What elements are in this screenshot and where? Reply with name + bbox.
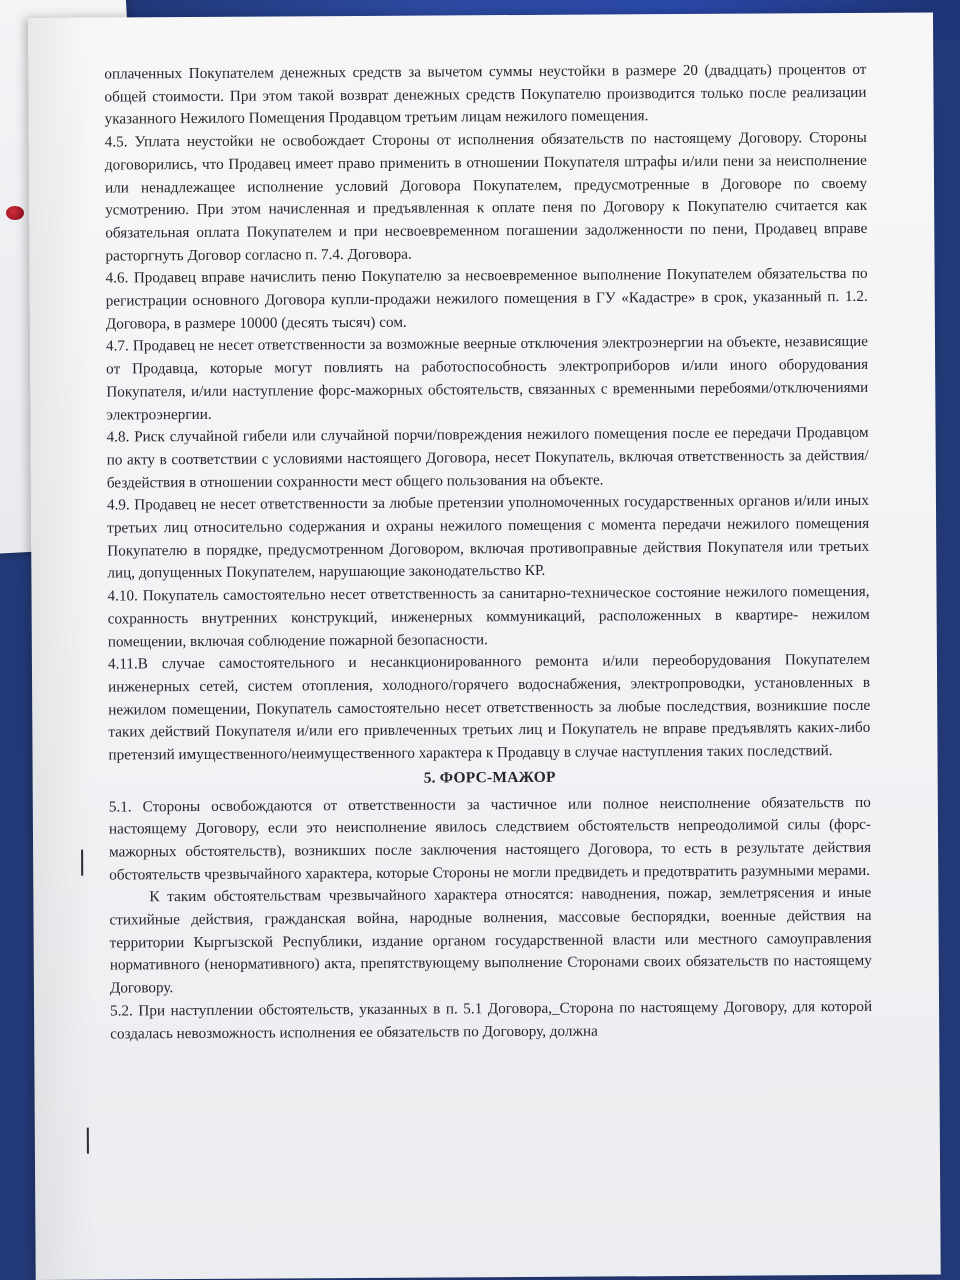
binding-thread [6,206,24,220]
document-body [104,59,872,1046]
margin-mark [87,1128,89,1154]
paragraph-4-8: 4.8. Риск случайной гибели или случайной порчи/повреждения нежилого помещения после ее передачи Продавцом по акту в соответствии с условиями настоящего Договора, несет Покупатель, включая ответственность за действия/бездействия в отношении сохранности мест общего пользования на объекте. [106,424,869,492]
paragraph-continuation: оплаченных Покупателем денежных средств за вычетом суммы неустойки в размере 20 (двадцать) процентов от общей стоимости. При этом такой возврат денежных средств Покупателю производится только после реализации указанного Нежилого Помещения Продавцом третьим лицам нежилого помещения. [104,60,867,128]
paragraph-4-9: 4.9. Продавец не несет ответственности за любые претензии уполномоченных государственных органов и/или иных третьих лиц относительно содержания и охраны нежилого помещения с момента передачи нежилого помещения Покупателю в порядке, предусмотренном Договором, включая противоправные действия Покупателя или третьих лиц, допущенных Покупателем, нарушающие законодательство КР. [106,492,870,582]
paragraph-4-5: 4.5. Уплата неустойки не освобождает Стороны от исполнения обязательств по настоящему Договору. Стороны договорились, что Продавец имеет право применить в отношении Покупателя штрафы и/или пени за неисполнение или ненадлежащее исполнение условий Договора Покупателем, предусмотренные в Договоре по своему усмотрению. При этом начисленная и предъявленная к оплате пеня по Договору к Покупателю считается как обязательная оплата Покупателем и при несвоевременном погашении задолженности по пени, Продавец вправе расторгнуть Договор согласно п. 7.4. Договора. [104,128,868,265]
paragraph-4-6: 4.6. Продавец вправе начислить пеню Покупателю за несвоевременное выполнение Покупателем обязательства по регистрации основного Договора купли-продажи нежилого помещения в ГУ «Кадастре» в срок, указанный п. 1.2. Договора, в размере 10000 (десять тысяч) сом. [105,265,868,333]
margin-mark [81,850,83,876]
document-page [28,12,941,1280]
paragraph-4-7: 4.7. Продавец не несет ответственности за возможные веерные отключения электроэнергии на объекте, независящие от Продавца, которые могут повлиять на работоспособность электроприборов и/или иного оборудования Покупателя, и/или наступление форс-мажорных обстоятельств, связанных с временными перебоями/отключениями электроэнергии. [105,333,869,424]
paragraph-5-1: 5.1. Стороны освобождаются от ответственности за частичное или полное неисполнение обязательств по настоящему Договору, если это неисполнение явилось следствием обстоятельств непреодолимой силы (форс-мажорных обстоятельств), возникших после заключения настоящего Договора, то есть в результате действия обстоятельств чрезвычайного характера, которые Стороны не могли предвидеть и предотвратить разумными мерами. [108,793,872,884]
page-shadow [28,18,96,1280]
paragraph-4-10: 4.10. Покупатель самостоятельно несет ответственность за санитарно-техническое состояние нежилого помещения, сохранность внутренних конструкций, инженерных коммуникаций, расположенных в квартире- нежилом помещении, включая соблюдение пожарной безопасности. [107,583,870,651]
paragraph-5-2: 5.2. При наступлении обстоятельств, указанных в п. 5.1 Договора,_Сторона по настоящему Договору, для которой создалась невозможность исполнения ее обязательств по Договору, должна [110,997,873,1043]
section-heading: 5. ФОРС-МАЖОР [423,768,556,787]
paragraph-force-majeure-list: К таким обстоятельствам чрезвычайного характера относятся: наводнения, пожар, землетрясения и иные стихийные действия, гражданская война, народные волнения, массовые беспорядки, военные действия на территории Кыргызской Республики, издание органом государственной власти или местного самоуправления нормативного (ненормативного) акта, препятствующему выполнение Сторонами своих обязательств по настоящему Договору. [109,884,872,997]
paragraph-4-11: 4.11.В случае самостоятельного и несанкционированного ремонта и/или переоборудования Покупателем инженерных сетей, систем отопления, холодного/горячего водоснабжения, электропроводки, установленных в нежилом помещении, Покупатель самостоятельно несет ответственность за любые последствия, возникшие после таких действий Покупателя и/или его привлеченных третьих лиц и Покупатель не вправе предъявлять каких-либо претензий имущественного/неимущественного характера к Продавцу в случае наступления таких последствий. [107,651,871,764]
